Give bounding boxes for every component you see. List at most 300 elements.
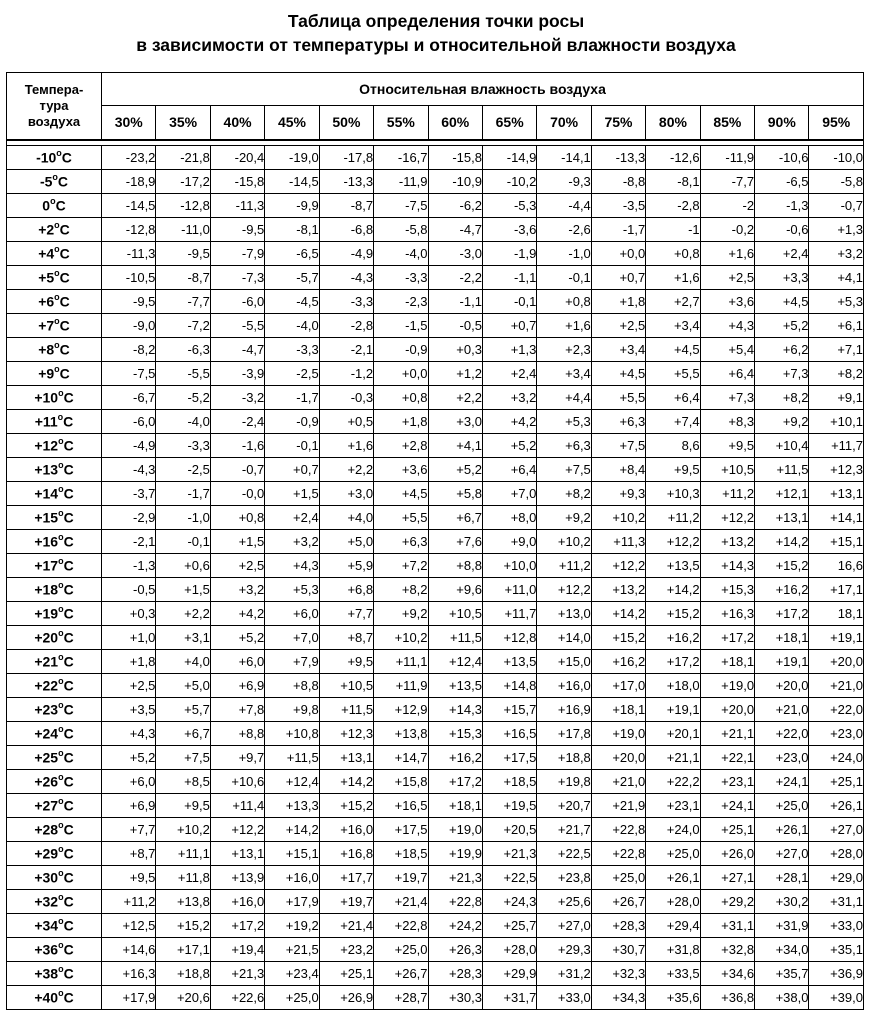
dew-point-cell: +23,0 — [755, 745, 809, 769]
dew-point-cell: +30,2 — [755, 889, 809, 913]
temperature-cell — [7, 841, 102, 865]
table-row — [7, 265, 864, 289]
dew-point-cell: +28,1 — [755, 865, 809, 889]
dew-point-cell: -1,5 — [374, 313, 428, 337]
dew-point-cell: +1,8 — [374, 409, 428, 433]
temperature-unit: C — [59, 365, 70, 382]
dew-point-cell: -18,9 — [102, 169, 156, 193]
temperature-cell — [7, 505, 102, 529]
dew-point-cell: +10,5 — [319, 673, 373, 697]
dew-point-cell: -10,0 — [809, 145, 864, 169]
dew-point-cell: +23,4 — [265, 961, 319, 985]
dew-point-cell: -0,5 — [102, 577, 156, 601]
dew-point-cell: +5,2 — [755, 313, 809, 337]
dew-point-cell: +16,5 — [482, 721, 536, 745]
table-header — [7, 73, 864, 140]
degree-symbol: o — [56, 147, 62, 158]
dew-point-cell: -3,3 — [374, 265, 428, 289]
temperature-value: +22 — [34, 677, 59, 694]
dew-point-cell: -1,7 — [591, 217, 645, 241]
degree-symbol: o — [58, 507, 64, 518]
dew-point-cell: +19,4 — [210, 937, 264, 961]
temperature-unit: C — [63, 461, 74, 478]
dew-point-cell: +14,2 — [755, 529, 809, 553]
temperature-value: +30 — [34, 869, 59, 886]
dew-point-cell: +6,9 — [210, 673, 264, 697]
dew-point-cell: +3,5 — [102, 697, 156, 721]
dew-point-cell: -6,0 — [210, 289, 264, 313]
humidity-level-header: 80% — [646, 106, 700, 140]
temperature-cell — [7, 385, 102, 409]
temperature-value: +10 — [34, 389, 59, 406]
temperature-cell — [7, 889, 102, 913]
dew-point-cell: +7,2 — [374, 553, 428, 577]
dew-point-cell: +33,0 — [537, 985, 591, 1009]
temperature-unit: C — [63, 629, 74, 646]
dew-point-cell: +23,8 — [537, 865, 591, 889]
table-row — [7, 385, 864, 409]
dew-point-cell: +27,0 — [537, 913, 591, 937]
dew-point-cell: +29,0 — [809, 865, 864, 889]
dew-point-cell: +2,5 — [210, 553, 264, 577]
dew-point-cell: +7,8 — [210, 697, 264, 721]
temperature-value: +12 — [34, 437, 59, 454]
table-row — [7, 505, 864, 529]
dew-point-cell: +13,1 — [755, 505, 809, 529]
temperature-value: +36 — [34, 941, 59, 958]
humidity-level-header: 35% — [156, 106, 210, 140]
degree-symbol: o — [58, 747, 64, 758]
temperature-unit: C — [63, 413, 74, 430]
dew-point-cell: -6,5 — [755, 169, 809, 193]
degree-symbol: o — [58, 483, 64, 494]
dew-point-cell: +20,7 — [537, 793, 591, 817]
corner-line-2: тура — [39, 97, 69, 113]
dew-point-cell: +5,3 — [537, 409, 591, 433]
dew-point-cell: +18,5 — [374, 841, 428, 865]
dew-point-cell: +28,0 — [809, 841, 864, 865]
dew-point-cell: -6,3 — [156, 337, 210, 361]
dew-point-cell: +8,8 — [428, 553, 482, 577]
dew-point-cell: +14,7 — [374, 745, 428, 769]
dew-point-cell: +25,0 — [591, 865, 645, 889]
dew-point-cell: +5,4 — [700, 337, 754, 361]
dew-point-cell: +4,5 — [374, 481, 428, 505]
dew-point-cell: -13,3 — [591, 145, 645, 169]
dew-point-cell: -0,5 — [428, 313, 482, 337]
dew-point-cell: +11,2 — [102, 889, 156, 913]
dew-point-cell: +4,5 — [591, 361, 645, 385]
dew-point-cell: +16,2 — [646, 625, 700, 649]
temperature-value: +2 — [38, 221, 55, 238]
dew-point-cell: +24,2 — [428, 913, 482, 937]
dew-point-cell: -14,5 — [102, 193, 156, 217]
dew-point-cell: +39,0 — [809, 985, 864, 1009]
temperature-unit: C — [63, 653, 74, 670]
temperature-cell — [7, 913, 102, 937]
temperature-cell — [7, 337, 102, 361]
dew-point-cell: -2 — [700, 193, 754, 217]
dew-point-cell: -1,3 — [102, 553, 156, 577]
dew-point-cell: +1,6 — [319, 433, 373, 457]
table-row — [7, 289, 864, 313]
dew-point-cell: +2,4 — [482, 361, 536, 385]
dew-point-cell: +18,1 — [591, 697, 645, 721]
table-row — [7, 697, 864, 721]
dew-point-cell: -2,2 — [428, 265, 482, 289]
dew-point-cell: +15,2 — [755, 553, 809, 577]
dew-point-cell: +19,0 — [700, 673, 754, 697]
dew-point-cell: -10,6 — [755, 145, 809, 169]
dew-point-cell: +21,0 — [809, 673, 864, 697]
dew-point-cell: -7,7 — [156, 289, 210, 313]
dew-point-cell: +8,8 — [210, 721, 264, 745]
dew-point-cell: +34,3 — [591, 985, 645, 1009]
dew-point-cell: +15,3 — [700, 577, 754, 601]
degree-symbol: o — [58, 891, 64, 902]
dew-point-cell: +25,0 — [374, 937, 428, 961]
dew-point-cell: +25,0 — [646, 841, 700, 865]
dew-point-cell: +29,3 — [537, 937, 591, 961]
dew-point-cell: +7,7 — [319, 601, 373, 625]
dew-point-cell: +4,1 — [428, 433, 482, 457]
table-row — [7, 337, 864, 361]
table-row — [7, 145, 864, 169]
dew-point-cell: +15,7 — [482, 697, 536, 721]
dew-point-cell: +3,3 — [755, 265, 809, 289]
temperature-unit: C — [63, 869, 74, 886]
dew-point-cell: +15,8 — [374, 769, 428, 793]
dew-point-cell: +1,5 — [265, 481, 319, 505]
dew-point-cell: -4,9 — [102, 433, 156, 457]
dew-point-cell: +8,7 — [102, 841, 156, 865]
dew-point-cell: +16,3 — [102, 961, 156, 985]
dew-point-cell: +33,0 — [809, 913, 864, 937]
dew-point-cell: +27,0 — [809, 817, 864, 841]
temperature-unit: C — [63, 533, 74, 550]
temperature-cell — [7, 937, 102, 961]
dew-point-cell: -2,6 — [537, 217, 591, 241]
degree-symbol: o — [58, 435, 64, 446]
dew-point-cell: +9,1 — [809, 385, 864, 409]
temperature-value: +25 — [34, 749, 59, 766]
dew-point-cell: +20,0 — [700, 697, 754, 721]
dew-point-cell: -4,5 — [265, 289, 319, 313]
dew-point-cell: +9,2 — [374, 601, 428, 625]
dew-point-cell: +16,0 — [265, 865, 319, 889]
dew-point-cell: +1,2 — [428, 361, 482, 385]
humidity-level-header: 90% — [755, 106, 809, 140]
temperature-value: -10 — [36, 149, 57, 166]
table-row — [7, 889, 864, 913]
dew-point-cell: +32,3 — [591, 961, 645, 985]
temperature-value: +29 — [34, 845, 59, 862]
dew-point-cell: +21,3 — [210, 961, 264, 985]
dew-point-cell: -3,2 — [210, 385, 264, 409]
humidity-level-header: 55% — [374, 106, 428, 140]
dew-point-cell: -3,3 — [156, 433, 210, 457]
dew-point-cell: +25,0 — [265, 985, 319, 1009]
dew-point-cell: +13,2 — [591, 577, 645, 601]
dew-point-cell: -0,3 — [319, 385, 373, 409]
dew-point-cell: +18,8 — [537, 745, 591, 769]
dew-point-cell: -9,5 — [210, 217, 264, 241]
temperature-unit: C — [59, 269, 70, 286]
degree-symbol: o — [58, 579, 64, 590]
dew-point-cell: +11,3 — [591, 529, 645, 553]
dew-point-cell: +10,3 — [646, 481, 700, 505]
temperature-value: +4 — [38, 245, 55, 262]
dew-point-cell: +17,2 — [700, 625, 754, 649]
temperature-cell — [7, 601, 102, 625]
dew-point-cell: -15,8 — [210, 169, 264, 193]
dew-point-cell: +23,2 — [319, 937, 373, 961]
dew-point-cell: +18,0 — [646, 673, 700, 697]
temperature-value: +24 — [34, 725, 59, 742]
degree-symbol: o — [54, 315, 60, 326]
dew-point-cell: +5,7 — [156, 697, 210, 721]
dew-point-cell: +5,2 — [102, 745, 156, 769]
dew-point-cell: 8,6 — [646, 433, 700, 457]
degree-symbol: o — [58, 699, 64, 710]
dew-point-cell: -4,7 — [428, 217, 482, 241]
dew-point-cell: +25,0 — [755, 793, 809, 817]
dew-point-cell: +6,1 — [809, 313, 864, 337]
degree-symbol: o — [58, 723, 64, 734]
temperature-unit: C — [63, 773, 74, 790]
dew-point-cell: +36,9 — [809, 961, 864, 985]
dew-point-cell: +16,0 — [210, 889, 264, 913]
dew-point-cell: +22,6 — [210, 985, 264, 1009]
dew-point-cell: +15,2 — [591, 625, 645, 649]
dew-point-cell: -7,3 — [210, 265, 264, 289]
degree-symbol: o — [58, 651, 64, 662]
dew-point-cell: +21,4 — [374, 889, 428, 913]
dew-point-cell: +11,0 — [482, 577, 536, 601]
table-row — [7, 673, 864, 697]
dew-point-cell: +5,0 — [319, 529, 373, 553]
dew-point-cell: +1,6 — [537, 313, 591, 337]
dew-point-cell: +18,1 — [700, 649, 754, 673]
dew-point-cell: -8,7 — [319, 193, 373, 217]
dew-point-cell: -21,8 — [156, 145, 210, 169]
dew-point-cell: +22,8 — [428, 889, 482, 913]
dew-point-cell: +19,7 — [374, 865, 428, 889]
dew-point-cell: +11,1 — [156, 841, 210, 865]
dew-point-cell: +28,7 — [374, 985, 428, 1009]
humidity-level-header: 70% — [537, 106, 591, 140]
dew-point-cell: +12,4 — [428, 649, 482, 673]
dew-point-cell: +3,4 — [646, 313, 700, 337]
dew-point-cell: +1,3 — [809, 217, 864, 241]
dew-point-cell: +7,9 — [265, 649, 319, 673]
dew-point-cell: +2,3 — [537, 337, 591, 361]
temperature-unit: C — [63, 965, 74, 982]
dew-point-cell: +31,2 — [537, 961, 591, 985]
dew-point-cell: -1,6 — [210, 433, 264, 457]
dew-point-cell: +23,0 — [809, 721, 864, 745]
dew-point-cell: -0,1 — [537, 265, 591, 289]
dew-point-cell: +12,2 — [537, 577, 591, 601]
dew-point-cell: +11,4 — [210, 793, 264, 817]
temperature-cell — [7, 241, 102, 265]
temperature-value: +14 — [34, 485, 59, 502]
dew-point-cell: +18,1 — [755, 625, 809, 649]
dew-point-cell: +12,2 — [591, 553, 645, 577]
dew-point-cell: -1,1 — [482, 265, 536, 289]
dew-point-cell: +12,8 — [482, 625, 536, 649]
dew-point-cell: +17,5 — [482, 745, 536, 769]
dew-point-cell: +4,4 — [537, 385, 591, 409]
dew-point-cell: +21,4 — [319, 913, 373, 937]
dew-point-cell: -1,2 — [319, 361, 373, 385]
temperature-cell — [7, 457, 102, 481]
dew-point-cell: -2,8 — [319, 313, 373, 337]
dew-point-cell: +11,2 — [700, 481, 754, 505]
dew-point-cell: +24,1 — [700, 793, 754, 817]
dew-point-cell: +19,2 — [265, 913, 319, 937]
temperature-value: +21 — [34, 653, 59, 670]
dew-point-cell: -11,3 — [210, 193, 264, 217]
dew-point-cell: -4,0 — [156, 409, 210, 433]
dew-point-cell: +6,2 — [755, 337, 809, 361]
dew-point-cell: -2,1 — [319, 337, 373, 361]
dew-point-cell: +16,5 — [374, 793, 428, 817]
dew-point-cell: +6,0 — [265, 601, 319, 625]
dew-point-cell: +18,1 — [428, 793, 482, 817]
degree-symbol: o — [58, 819, 64, 830]
dew-point-cell: +17,2 — [646, 649, 700, 673]
dew-point-cell: +10,4 — [755, 433, 809, 457]
dew-point-cell: 16,6 — [809, 553, 864, 577]
dew-point-cell: -1,3 — [755, 193, 809, 217]
dew-point-cell: -6,2 — [428, 193, 482, 217]
dew-point-cell: +12,5 — [102, 913, 156, 937]
dew-point-cell: -4,3 — [319, 265, 373, 289]
temperature-cell — [7, 697, 102, 721]
dew-point-cell: +4,3 — [102, 721, 156, 745]
table-row — [7, 481, 864, 505]
dew-point-cell: +0,6 — [156, 553, 210, 577]
dew-point-cell: -4,4 — [537, 193, 591, 217]
dew-point-cell: +22,5 — [537, 841, 591, 865]
humidity-level-header: 45% — [265, 106, 319, 140]
temperature-cell — [7, 529, 102, 553]
dew-point-cell: -19,0 — [265, 145, 319, 169]
dew-point-cell: +11,9 — [374, 673, 428, 697]
temperature-value: +9 — [38, 365, 55, 382]
dew-point-cell: +11,5 — [265, 745, 319, 769]
dew-point-cell: +8,5 — [156, 769, 210, 793]
temperature-unit: C — [63, 485, 74, 502]
dew-point-cell: +6,0 — [210, 649, 264, 673]
temperature-unit: C — [63, 941, 74, 958]
dew-point-cell: -8,7 — [156, 265, 210, 289]
dew-point-cell: +10,2 — [156, 817, 210, 841]
dew-point-cell: -9,5 — [156, 241, 210, 265]
dew-point-cell: +19,9 — [428, 841, 482, 865]
dew-point-cell: -20,4 — [210, 145, 264, 169]
humidity-level-header: 50% — [319, 106, 373, 140]
dew-point-cell: +26,3 — [428, 937, 482, 961]
temperature-cell — [7, 409, 102, 433]
dew-point-cell: -10,2 — [482, 169, 536, 193]
dew-point-cell: +6,8 — [319, 577, 373, 601]
dew-point-cell: +0,8 — [374, 385, 428, 409]
dew-point-cell: +0,8 — [210, 505, 264, 529]
degree-symbol: o — [54, 363, 60, 374]
dew-point-cell: +31,8 — [646, 937, 700, 961]
temperature-cell — [7, 433, 102, 457]
temperature-value: +20 — [34, 629, 59, 646]
temperature-cell — [7, 769, 102, 793]
temperature-unit: C — [63, 917, 74, 934]
dew-point-cell: +6,0 — [102, 769, 156, 793]
dew-point-cell: +12,3 — [809, 457, 864, 481]
dew-point-cell: +4,5 — [646, 337, 700, 361]
dew-point-cell: +6,4 — [646, 385, 700, 409]
temperature-cell — [7, 625, 102, 649]
dew-point-cell: +1,8 — [102, 649, 156, 673]
temperature-unit: C — [63, 581, 74, 598]
dew-point-cell: +17,2 — [428, 769, 482, 793]
temperature-value: +26 — [34, 773, 59, 790]
dew-point-cell: +5,2 — [428, 457, 482, 481]
dew-point-cell: +7,4 — [646, 409, 700, 433]
dew-point-cell: +14,6 — [102, 937, 156, 961]
dew-point-cell: +14,1 — [809, 505, 864, 529]
dew-point-cell: +0,0 — [374, 361, 428, 385]
dew-point-cell: +9,6 — [428, 577, 482, 601]
dew-point-cell: +4,5 — [755, 289, 809, 313]
temperature-unit: C — [63, 749, 74, 766]
table-row — [7, 793, 864, 817]
dew-point-cell: +5,0 — [156, 673, 210, 697]
dew-point-cell: +25,1 — [700, 817, 754, 841]
dew-point-cell: +24,0 — [646, 817, 700, 841]
dew-point-cell: +2,2 — [319, 457, 373, 481]
dew-point-cell: +34,6 — [700, 961, 754, 985]
dew-point-cell: +4,2 — [210, 601, 264, 625]
dew-point-cell: +7,6 — [428, 529, 482, 553]
dew-point-cell: +26,9 — [319, 985, 373, 1009]
dew-point-cell: -6,8 — [319, 217, 373, 241]
table-row — [7, 217, 864, 241]
dew-point-cell: -7,7 — [700, 169, 754, 193]
dew-point-cell: +0,5 — [319, 409, 373, 433]
dew-point-cell: -5,2 — [156, 385, 210, 409]
dew-point-cell: -12,6 — [646, 145, 700, 169]
degree-symbol: o — [58, 555, 64, 566]
dew-point-cell: +13,5 — [646, 553, 700, 577]
temperature-value: +13 — [34, 461, 59, 478]
temperature-cell — [7, 313, 102, 337]
humidity-level-header: 40% — [210, 106, 264, 140]
table-row — [7, 985, 864, 1009]
dew-point-cell: +20,1 — [646, 721, 700, 745]
dew-point-cell: -5,5 — [156, 361, 210, 385]
dew-point-cell: -0,2 — [700, 217, 754, 241]
dew-point-cell: +14,2 — [646, 577, 700, 601]
dew-point-cell: -5,8 — [374, 217, 428, 241]
temperature-cell — [7, 649, 102, 673]
dew-point-cell: +19,1 — [646, 697, 700, 721]
temperature-unit: C — [63, 437, 74, 454]
dew-point-cell: +1,5 — [210, 529, 264, 553]
temperature-value: -5 — [39, 173, 53, 190]
dew-point-cell: -7,5 — [374, 193, 428, 217]
dew-point-cell: +17,2 — [755, 601, 809, 625]
